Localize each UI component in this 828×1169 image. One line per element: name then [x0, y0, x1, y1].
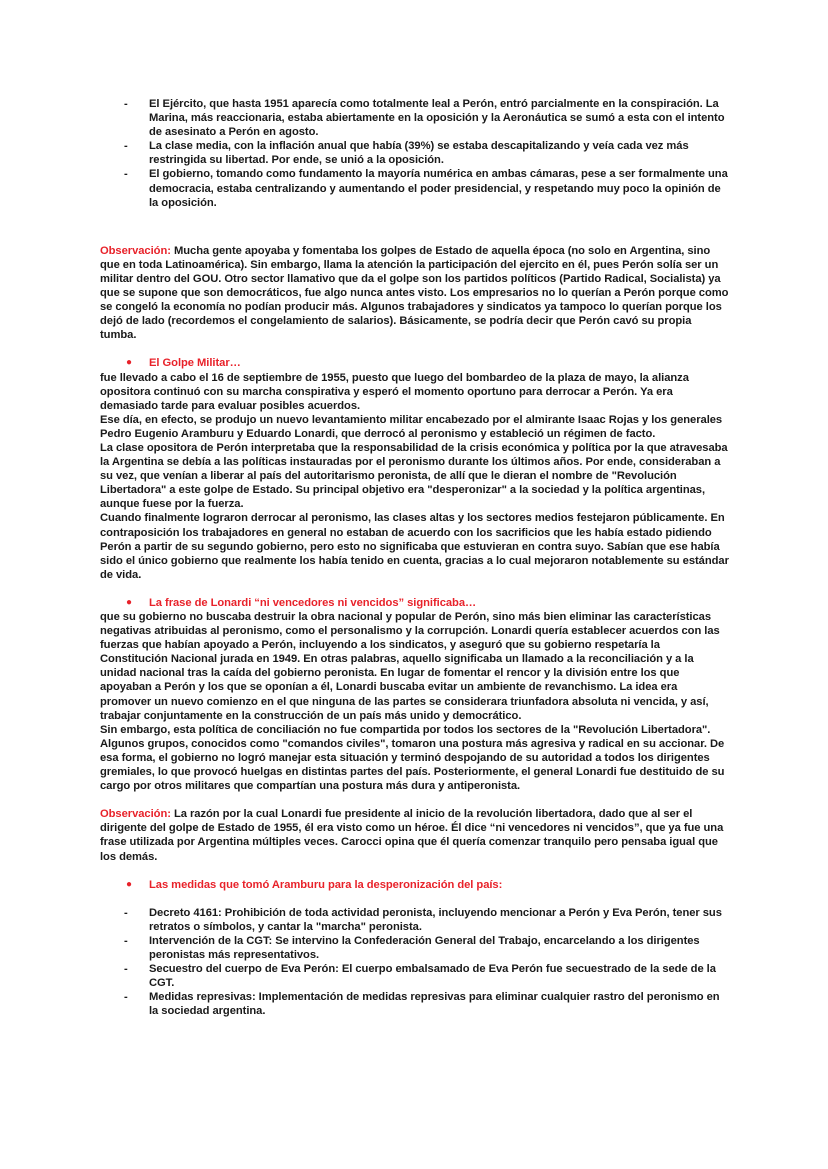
- list-item: - El gobierno, tomando como fundamento la mayoría numérica en ambas cámaras, pese a ser formalmente una democracia, estaba centralizando y aumentando el poder presidencial, y respetando muy poco la opinión de la oposición.: [124, 168, 728, 209]
- section-heading-aramburu: ● Las medidas que tomó Aramburu para la desperonización del país:: [126, 878, 503, 891]
- paragraph: Ese día, en efecto, se produjo un nuevo levantamiento militar encabezado por el almirante Isaac Rojas y los generales Pedro Eugenio Aramburu y Eduardo Lonardi, que derrocó al peronismo y estableció un régimen de facto.: [100, 413, 723, 440]
- list-item: - Medidas represivas: Implementación de medidas represivas para eliminar cualquier rastro del peronismo en la sociedad argentina.: [124, 991, 720, 1018]
- dash-bullet-icon: -: [124, 963, 128, 976]
- list-item: - La clase media, con la inflación anual que había (39%) se estaba descapitalizando y veía cada vez más restringida su libertad. Por ende, se unió a la oposición.: [124, 140, 689, 167]
- dash-bullet-icon: -: [124, 98, 128, 110]
- paragraph: que su gobierno no buscaba destruir la obra nacional y popular de Perón, sino más bien eliminar las características negativas atribuidas al peronismo, como el personalismo y la corrupción. Lonardi quería establecer acuerdos con las fuerzas que habían apoyado a Perón, incluyendo a los sindicatos, y aseguró que su gobierno respetaría la Constitución Nacional jurada en 1949. En otras palabras, aquello significaba un llamado a la reconciliación y a la unidad nacional tras la caída del gobierno peronista. En lugar de fomentar el rencor y la división entre los que apoyaban a Perón y los que se oponían a él, Lonardi buscaba evitar un ambiente de revanchismo. La idea era promover un nuevo comienzo en el que ninguna de las partes se considerara triunfadora absoluta ni vencida, y así, trabajar conjuntamente en la construcción de un país más unido y democrático.: [100, 611, 720, 722]
- dash-bullet-icon: -: [124, 168, 128, 181]
- dash-bullet-icon: -: [124, 934, 128, 947]
- observation-paragraph: Observación: Mucha gente apoyaba y fomentaba los golpes de Estado de aquella época (no solo en Argentina, sino que en toda Latinoamérica). Sin embargo, llama la atención la participación del ejercito en él, pues Perón solía ser un militar dentro del GOU. Otro sector llamativo que da el golpe son los partidos políticos (Partido Radical, Socialista) ya que se supone que son democráticos, fue algo nunca antes visto. Los empresarios no lo querían a Perón porque como se congeló la economía no podían producir más. Algunos trabajadores y sindicatos ya tampoco lo querían porque los dejó de lado (recordemos el congelamiento de salarios). Básicamente, se podría decir que Perón cavó su propia tumba.: [100, 244, 729, 342]
- measures-list: [100, 906, 730, 1019]
- dash-bullet-icon: -: [124, 906, 128, 919]
- observation-label: Observación:: [100, 808, 171, 821]
- list-item: - Secuestro del cuerpo de Eva Perón: El cuerpo embalsamado de Eva Perón fue secuestrado de la sede de la CGT.: [124, 963, 716, 990]
- context-list: [100, 97, 730, 210]
- list-item: - El Ejército, que hasta 1951 aparecía como totalmente leal a Perón, entró parcialmente en la conspiración. La Marina, más reaccionaria, estaba abiertamente en la oposición y la Aeronáutica se sumó a esta con el intento de asesinato a Perón en agosto.: [124, 98, 725, 139]
- dash-bullet-icon: -: [124, 991, 128, 1004]
- section-heading-golpe: ● El Golpe Militar…: [126, 357, 241, 370]
- observation-paragraph: Observación: La razón por la cual Lonardi fue presidente al inicio de la revolución libertadora, dado que al ser el dirigente del golpe de Estado de 1955, él era visto como un héroe. Él dice “ni vencedores ni vencidos”, que ya fue una frase utilizada por Argentina múltiples veces. Carocci opina que él quería comenzar tranquilo pero pensaba igual que los demás.: [100, 808, 724, 863]
- paragraph: Sin embargo, esta política de conciliación no fue compartida por todos los sectores de la "Revolución Libertadora". Algunos grupos, conocidos como "comandos civiles", tomaron una postura más agresiva y radical en su accionar. De esa forma, el gobierno no logró manejar esta situación y terminó despojando de su autoridad a todos los dirigentes gremiales, lo que provocó huelgas en distintas partes del país. Posteriormente, el general Lonardi fue destituido de su cargo por otros militares que compartían una postura más dura y antiperonista.: [100, 723, 725, 793]
- list-item: - Decreto 4161: Prohibición de toda actividad peronista, incluyendo mencionar a Perón y Eva Perón, tener sus retratos o símbolos, y cantar la "marcha" peronista.: [124, 906, 722, 933]
- list-item: - Intervención de la CGT: Se intervino la Confederación General del Trabajo, encarcelando a los dirigentes peronistas más representativos.: [124, 934, 700, 961]
- section-heading-lonardi: ● La frase de Lonardi “ni vencedores ni vencidos” significaba…: [126, 596, 477, 609]
- bullet-dot-icon: ●: [126, 596, 132, 608]
- observation-label: Observación:: [100, 244, 171, 257]
- paragraph: fue llevado a cabo el 16 de septiembre de 1955, puesto que luego del bombardeo de la plaza de mayo, la alianza opositora continuó con su marcha conspirativa y esperó el momento oportuno para derrocar a Perón. Ya era demasiado tarde para evaluar posibles acuerdos.: [100, 371, 689, 412]
- document-page: [100, 97, 730, 1018]
- bullet-dot-icon: ●: [126, 357, 132, 369]
- paragraph: Cuando finalmente lograron derrocar al peronismo, las clases altas y los sectores medios festejaron públicamente. En contraposición los trabajadores en general no estaban de acuerdo con los sacrificios que les había estado pidiendo Perón a partir de su segundo gobierno, pero esto no significaba que estuvieran en contra suyo. Sabían que ese había sido el único gobierno que realmente los había tenido en cuenta, gracias a lo cual mejoraron notablemente su estándar de vida.: [100, 512, 729, 581]
- paragraph: La clase opositora de Perón interpretaba que la responsabilidad de la crisis económica y política por la que atravesaba la Argentina se debía a las políticas instauradas por el peronismo durante los últimos años. Por ende, consideraban a su vez, que venían a liberar al país del autoritarismo peronista, de allí que le dieran el nombre de "Revolución Libertadora" a este golpe de Estado. Su principal objetivo era "desperonizar" a la sociedad y la política argentinas, aunque fuese por la fuerza.: [100, 441, 728, 511]
- dash-bullet-icon: -: [124, 140, 128, 153]
- bullet-dot-icon: ●: [126, 878, 132, 890]
